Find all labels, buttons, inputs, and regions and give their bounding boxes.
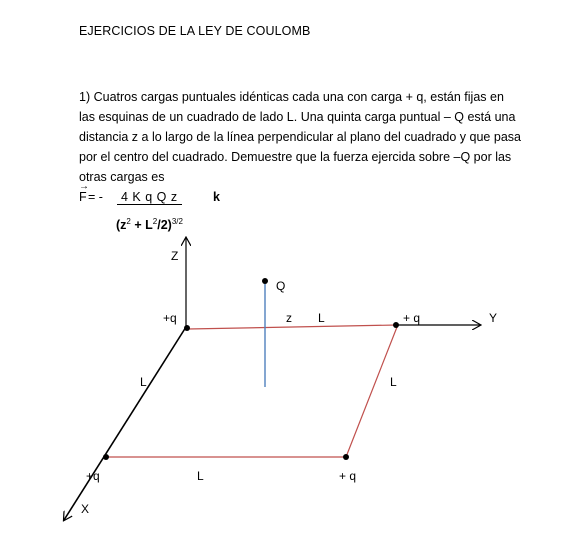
problem-line-3: distancia z a lo largo de la línea perpendicular al plano del cuadrado y que pasa <box>79 130 521 144</box>
denominator-mid: + L <box>130 218 153 233</box>
corner-front-right-label: + q <box>339 469 357 483</box>
square-edge-right <box>346 327 397 457</box>
x-axis-line <box>64 327 186 520</box>
denominator-right: /2) <box>157 218 172 233</box>
denominator-exp-z: 2 <box>126 217 131 226</box>
problem-line-5: otras cargas es <box>79 170 165 184</box>
charge-Q-label: Q <box>276 279 286 293</box>
problem-line-2: las esquinas de un cuadrado de lado L. Una quinta carga puntual – Q está una <box>79 110 516 124</box>
problem-line-1: 1) Cuatros cargas puntuales idénticas cada una con carga + q, están fijas en <box>79 90 504 104</box>
charge-Q-dot <box>262 278 268 284</box>
square-edge-top <box>188 325 397 329</box>
side-bottom-label: L <box>197 469 204 483</box>
force-vector-symbol: F <box>79 190 87 204</box>
charge-front-left-dot <box>103 454 109 460</box>
distance-z-label: z <box>286 311 292 325</box>
page-heading: EJERCICIOS DE LA LEY DE COULOMB <box>79 24 311 38</box>
denominator-exp-l: 2 <box>152 217 158 226</box>
vector-arrow-icon: → <box>79 181 89 192</box>
formula-numerator: 4 K q Q z <box>117 190 182 205</box>
denominator-exp-outer: 3/2 <box>171 217 183 226</box>
formula-prefix: = - <box>88 190 103 204</box>
axis-x-label: X <box>81 502 90 516</box>
charge-back-left-dot <box>184 325 190 331</box>
denominator-left: (z <box>116 218 127 233</box>
axis-z-label: Z <box>171 249 179 263</box>
unit-vector-k: k <box>213 190 220 204</box>
problem-line-4: por el centro del cuadrado. Demuestre que la fuerza ejercida sobre –Q por las <box>79 150 512 164</box>
side-top-label: L <box>318 311 325 325</box>
side-left-label: L <box>140 375 147 389</box>
corner-back-right-label: + q <box>403 311 421 325</box>
charge-front-right-dot <box>343 454 349 460</box>
charge-back-right-dot <box>393 322 399 328</box>
axis-y-label: Y <box>489 311 498 325</box>
corner-back-left-label: +q <box>163 311 177 325</box>
side-right-label: L <box>390 375 397 389</box>
corner-front-left-label: +q <box>86 469 100 483</box>
